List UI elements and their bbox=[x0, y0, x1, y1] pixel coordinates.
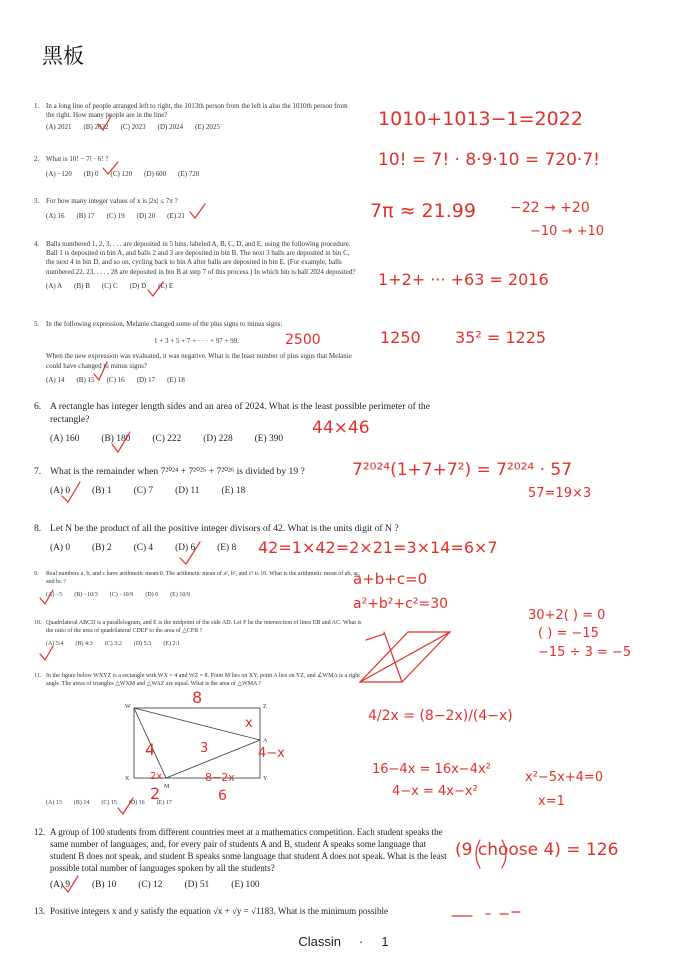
check-mark-q3 bbox=[190, 204, 205, 218]
choice-e: (E) 10/9 bbox=[170, 591, 191, 598]
handwriting-q2: 10! = 7! · 8·9·10 = 720·7! bbox=[378, 150, 600, 170]
check-mark-q8 bbox=[180, 542, 200, 564]
choice-b: (B) 14 bbox=[73, 800, 90, 806]
choice-e: (E) 720 bbox=[178, 170, 200, 179]
footer-brand: Classin bbox=[298, 934, 342, 949]
choice-d: (D) D bbox=[129, 281, 147, 290]
handwriting-q9-sum: a+b+c=0 bbox=[353, 570, 428, 588]
handwriting-q11-eq2: 4−x = 4x−x² bbox=[392, 784, 478, 799]
problem-text: Quadrilateral ABCD is a parallelogram, and E is the midpoint of the side AD. Let F be the intersection of lines EB and AC. What is the ratio of the area of quadrilateral CDEF to the area of △CFB ? bbox=[46, 620, 362, 634]
choice-c: (C) 4 bbox=[133, 542, 154, 553]
problem-text: A group of 100 students from different countries meet at a mathematics competition. Each student speaks the same number of languages, and, for every pair of students A and B, student A speaks some language that student B does not speak, and student B speaks some language that student A does not speak. What is the least possible total number of languages spoken by all the students? bbox=[50, 827, 447, 874]
handwriting-q3-range: −22 → +20 bbox=[510, 200, 590, 216]
choice-d: (D) 5:3 bbox=[133, 640, 152, 647]
choice-d: (D) 228 bbox=[203, 433, 233, 444]
check-mark-q10 bbox=[40, 646, 53, 660]
choice-e: (E) 390 bbox=[254, 433, 284, 444]
choice-c: (C) 2023 bbox=[120, 123, 146, 132]
check-mark-q1 bbox=[98, 116, 111, 130]
choice-b: (B) 2 bbox=[92, 542, 112, 553]
check-mark-q7 bbox=[62, 482, 80, 502]
choice-a: (A) 0 bbox=[50, 485, 71, 496]
choice-a: (A) 2021 bbox=[46, 123, 72, 132]
problem-number: 5. bbox=[34, 320, 40, 328]
check-mark-q5 bbox=[94, 362, 107, 380]
choice-e: (E) 100 bbox=[231, 879, 260, 890]
choice-e: (E) E bbox=[158, 281, 174, 290]
choice-d: (D) 11 bbox=[175, 485, 200, 496]
choice-b: (B) 180 bbox=[101, 433, 131, 444]
problem-number: 10. bbox=[34, 620, 42, 626]
figure-note-8: 8 bbox=[192, 688, 203, 707]
choice-b: (B) 2022 bbox=[83, 123, 109, 132]
sketch-arrow bbox=[366, 634, 384, 640]
choice-e: (E) 21 bbox=[167, 212, 185, 221]
check-mark-q6 bbox=[112, 432, 130, 452]
label-y: Y bbox=[263, 776, 268, 782]
label-z: Z bbox=[263, 704, 267, 710]
check-mark-q4 bbox=[148, 282, 163, 296]
problem-text: Balls numbered 1, 2, 3, . . . are deposited in 5 bins, labeled A, B, C, D, and E, using the following procedure. Ball 1 is deposited in bin A, and balls 2 and 3 are deposited in bin B. The next 3 balls are deposited in bin C, the next 4 in bin D, and so on, cycling back to bin A after balls are deposited in bin E. (For example, balls numbered 22, 23, . . . , 28 are deposited in bin B at step 7 of this process.) In which bin is ball 2024 deposited? bbox=[46, 240, 356, 276]
choice-c: (C) 222 bbox=[152, 433, 182, 444]
footer bbox=[0, 934, 687, 949]
choice-d: (D) 20 bbox=[136, 212, 156, 221]
choice-a: (A) 5:4 bbox=[46, 640, 64, 647]
choice-c: (C) 19 bbox=[106, 212, 125, 221]
choice-d: (D) 17 bbox=[136, 375, 156, 384]
handwriting-q11-solution: x=1 bbox=[538, 794, 565, 809]
footer-separator: · bbox=[359, 934, 364, 949]
handwriting-q11-ratio: 4/2x = (8−2x)/(4−x) bbox=[368, 708, 513, 724]
handwriting-q3-range-half: −10 → +10 bbox=[530, 224, 605, 239]
figure-note-8-minus-2x: 8−2x bbox=[205, 771, 235, 784]
choice-c: (C) −10/9 bbox=[109, 591, 134, 598]
choice-b: (B) 4:3 bbox=[75, 640, 93, 647]
choice-b: (B) −10/3 bbox=[74, 591, 98, 598]
problem-text: A rectangle has integer length sides and an area of 2024. What is the least possible perimeter of the rectangle? bbox=[50, 401, 430, 425]
choice-a: (A) −5 bbox=[46, 591, 63, 598]
sketch-segment-eb bbox=[384, 632, 402, 682]
handwriting-q9-expand: 30+2( ) = 0 bbox=[528, 608, 606, 623]
choice-d: (D) 0 bbox=[145, 591, 159, 598]
check-mark-q12 bbox=[63, 876, 78, 892]
problem-text: What is 10! − 7! · 6! ? bbox=[46, 155, 109, 163]
handwriting-q8: 42=1×42=2×21=3×14=6×7 bbox=[258, 538, 498, 557]
handwriting-q7-factor: 7²⁰²⁴(1+7+7²) = 7²⁰²⁴ · 57 bbox=[352, 460, 573, 480]
handwriting-q11-quadratic: x²−5x+4=0 bbox=[525, 770, 604, 785]
problem-number: 2. bbox=[34, 155, 40, 163]
problem-number: 3. bbox=[34, 197, 40, 205]
figure-note-4: 4 bbox=[145, 740, 156, 759]
choice-a: (A) −120 bbox=[46, 170, 72, 179]
handwriting-q11-eq1: 16−4x = 16x−4x² bbox=[372, 762, 491, 777]
choice-b: (B) 0 bbox=[83, 170, 99, 179]
choice-c: (C) 120 bbox=[110, 170, 133, 179]
choice-c: (C) 15 bbox=[101, 800, 117, 806]
handwriting-q9-answer: −15 ÷ 3 = −5 bbox=[538, 645, 632, 660]
choice-c: (C) 12 bbox=[138, 879, 163, 890]
handwriting-q6: 44×46 bbox=[312, 418, 370, 438]
choice-d: (D) 6 bbox=[175, 542, 196, 553]
choice-a: (A) 0 bbox=[50, 542, 71, 553]
label-m: M bbox=[164, 784, 170, 790]
handwriting-q9-squares: a²+b²+c²=30 bbox=[353, 596, 449, 612]
problem-number: 8. bbox=[34, 523, 42, 534]
label-x: X bbox=[125, 776, 130, 782]
problem-text: What is the remainder when 7²⁰²⁴ + 7²⁰²⁵ + 7²⁰²⁶ is divided by 19 ? bbox=[50, 466, 305, 477]
problem-text: In the following expression, Melanie changed some of the plus signs to minus signs: bbox=[46, 320, 283, 328]
choice-b: (B) 17 bbox=[76, 212, 95, 221]
choice-b: (B) 1 bbox=[92, 485, 112, 496]
sketch-diagonal-ac bbox=[360, 632, 450, 682]
figure-note-x: x bbox=[245, 716, 253, 731]
handwriting-q9-value: ( ) = −15 bbox=[538, 626, 599, 641]
problem-number: 1. bbox=[34, 102, 40, 110]
problem-text: In the figure below WXYZ is a rectangle with WX = 4 and WZ = 8. Point M lies on XY, point A lies on YZ, and ∠WMA is a right angle. The areas of triangles △WXM and △WAZ are equal. What is the area of △WMA ? bbox=[46, 673, 360, 687]
problem-text-continued: When the new expression was evaluated, it was negative. What is the least number of plus signs that Melanie could have changed to minus signs? bbox=[46, 352, 352, 370]
formula: 1 + 3 + 5 + 7 + · · · + 97 + 99. bbox=[154, 337, 239, 346]
page-number: 1 bbox=[381, 934, 389, 949]
figure-note-2x: 2x bbox=[150, 771, 163, 782]
page-title: 黑板 bbox=[42, 44, 84, 68]
problem-text: Let N be the product of all the positive integer divisors of 42. What is the units digit of N ? bbox=[50, 523, 399, 534]
figure-note-6: 6 bbox=[218, 788, 227, 804]
choice-a: (A) 160 bbox=[50, 433, 80, 444]
choice-e: (E) 8 bbox=[217, 542, 237, 553]
check-mark-q2 bbox=[103, 162, 118, 174]
choice-a: (A) 16 bbox=[46, 212, 65, 221]
choice-d: (D) 51 bbox=[184, 879, 210, 890]
check-mark-q9 bbox=[40, 590, 53, 604]
handwriting-q3-estimate: 7π ≈ 21.99 bbox=[370, 200, 476, 222]
choice-d: (D) 600 bbox=[144, 170, 167, 179]
problem-text: For how many integer values of x is |2x| ≤ 7π ? bbox=[46, 197, 178, 205]
choice-c: (C) C bbox=[101, 281, 118, 290]
choice-b: (B) B bbox=[74, 281, 90, 290]
figure-note-4-minus-x: 4−x bbox=[258, 746, 285, 761]
choice-a: (A) 14 bbox=[46, 375, 65, 384]
handwriting-q1: 1010+1013−1=2022 bbox=[378, 108, 583, 130]
choice-b: (B) 15 bbox=[76, 375, 95, 384]
choice-a: (A) A bbox=[46, 281, 63, 290]
choice-c: (C) 7 bbox=[133, 485, 154, 496]
label-w: W bbox=[125, 704, 131, 710]
problem-number: 9. bbox=[34, 571, 39, 577]
choice-e: (E) 18 bbox=[167, 375, 185, 384]
problem-number: 4. bbox=[34, 240, 40, 248]
check-mark-q11 bbox=[118, 798, 133, 814]
figure-note-3: 3 bbox=[200, 741, 209, 756]
binomial-left-paren bbox=[476, 840, 480, 868]
handwriting-q12: (9 choose 4) = 126 bbox=[455, 840, 619, 860]
choice-d: (D) 2024 bbox=[157, 123, 184, 132]
problem-number: 12. bbox=[34, 827, 46, 837]
problem-text: In a long line of people arranged left to right, the 1013th person from the left is also the 1010th person from the right. How many people are in the line? bbox=[46, 102, 348, 120]
choice-c: (C) 16 bbox=[106, 375, 125, 384]
handwriting-q4: 1+2+ ··· +63 = 2016 bbox=[378, 270, 549, 289]
choice-e: (E) 2:1 bbox=[163, 640, 181, 647]
problem-number: 7. bbox=[34, 466, 42, 477]
handwriting-q5-half: 1250 bbox=[380, 328, 421, 347]
label-a: A bbox=[263, 738, 268, 744]
figure-note-2: 2 bbox=[150, 784, 161, 803]
choice-d: (D) 16 bbox=[128, 800, 145, 806]
handwriting-q5-square: 35² = 1225 bbox=[455, 328, 547, 347]
binomial-right-paren bbox=[502, 840, 506, 868]
problem-number: 6. bbox=[34, 401, 42, 412]
choice-e: (E) 18 bbox=[221, 485, 246, 496]
handwriting-q13-partial bbox=[452, 912, 520, 916]
problem-text: Positive integers x and y satisfy the equation √x + √y = √1183. What is the minimum possible bbox=[50, 906, 388, 916]
choice-c: (C) 3:2 bbox=[104, 640, 122, 647]
problem-number: 13. bbox=[34, 906, 46, 916]
handwriting-q7-57: 57=19×3 bbox=[528, 486, 592, 501]
choice-a: (A) 9 bbox=[50, 879, 71, 890]
problem-number: 11. bbox=[34, 673, 42, 679]
choice-b: (B) 10 bbox=[92, 879, 117, 890]
choice-e: (E) 17 bbox=[156, 800, 172, 806]
problem-text: Real numbers a, b, and c have arithmetic mean 0. The arithmetic mean of a², b², and c² is 10. What is the arithmetic mean of ab, ac, and bc ? bbox=[46, 571, 361, 585]
choice-e: (E) 2025 bbox=[195, 123, 220, 132]
choice-a: (A) 13 bbox=[46, 800, 62, 806]
handwriting-q5-total: 2500 bbox=[285, 332, 321, 348]
